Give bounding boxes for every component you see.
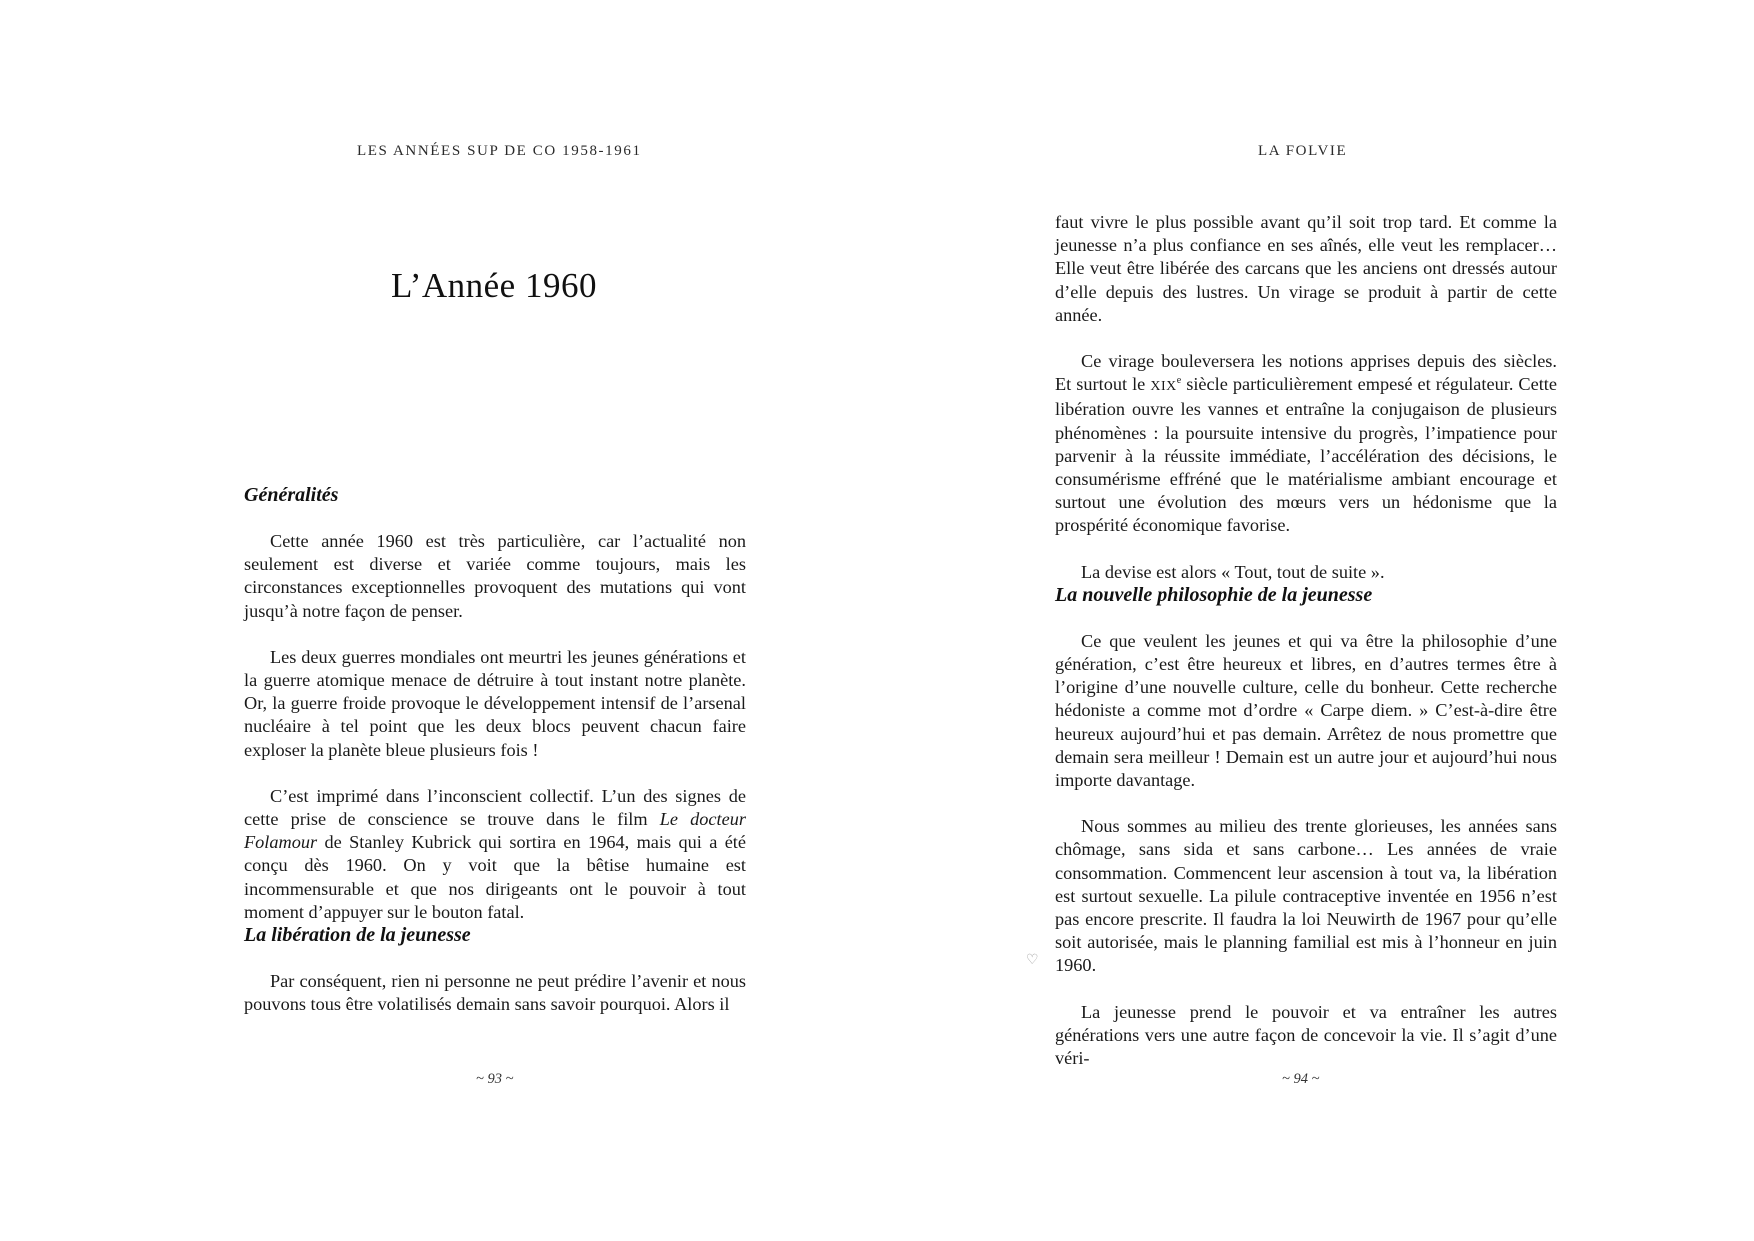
paragraph: Les deux guerres mondiales ont meurtri les jeunes générations et la guerre atomique menace de détruire à tout instant notre planète. Or, la guerre froide provoque le développement intensif de l’arsenal nucléaire à tel point que les deux blocs peuvent chacun faire exploser la planète bleue plusieurs fois ! bbox=[244, 646, 746, 760]
century-numeral: XIX bbox=[1150, 379, 1177, 395]
running-head-right: LA FOLVIE bbox=[1258, 143, 1348, 159]
paragraph: La jeunesse prend le pouvoir et va entraîner les autres générations vers une autre façon de concevoir la vie. Il s’agit d’une véri- bbox=[1055, 1001, 1557, 1069]
paragraph bbox=[244, 785, 746, 924]
right-text-column bbox=[1055, 211, 1557, 1070]
paragraph-text: de Stanley Kubrick qui sortira en 1964, mais qui a été conçu dès 1960. On y voit que la bêtise humaine est incommensurable et que nos dirigeants ont le pouvoir à tout moment d’appuyer sur le bouton fatal. bbox=[244, 832, 746, 922]
page-number-right: ~ 94 ~ bbox=[1282, 1071, 1320, 1087]
paragraph: La devise est alors « Tout, tout de suite ». bbox=[1081, 561, 1385, 582]
paragraph: faut vivre le plus possible avant qu’il soit trop tard. Et comme la jeunesse n’a plus confiance en ses aînés, elle veut les remplacer… Elle veut être libérée des carcans que les anciens ont dressés autour d’elle depuis des lustres. Un virage se produit à partir de cette année. bbox=[1055, 212, 1557, 325]
century-superscript: e bbox=[1176, 375, 1182, 387]
chapter-title: L’Année 1960 bbox=[391, 266, 597, 305]
paragraph: Ce que veulent les jeunes et qui va être la philosophie d’une génération, c’est être heureux et libres, en d’autres termes être à l’origine d’une nouvelle culture, celle du bonheur. Cette recherche hédoniste a comme mot d’ordre « Carpe diem. » C’est-à-dire être heureux aujourd’hui et pas demain. Arrêtez de nous promettre que demain sera meilleur ! Demain est un autre jour et aujourd’hui nous importe davantage. bbox=[1055, 630, 1557, 791]
page-number-left: ~ 93 ~ bbox=[476, 1071, 514, 1087]
film-title: Le docteur Folamour bbox=[244, 809, 746, 853]
section-heading-philosophie: La nouvelle philosophie de la jeunesse bbox=[1055, 583, 1373, 606]
section-heading-liberation: La libération de la jeunesse bbox=[244, 924, 471, 947]
section-heading-generalites: Généralités bbox=[244, 484, 339, 506]
paragraph-text: siècle particulièrement empesé et régulateur. Cette libération ouvre les vannes et entraîne la conjugaison de plusieurs phénomènes : la poursuite intensive du progrès, l’impatience pour parvenir à la réussite immédiate, l’accélération des décisions, le consumérisme effréné que le matérialisme ambiant encourage et surtout une évolution des mœurs vers un hédonisme que la prospérité économique favorise. bbox=[1055, 374, 1558, 536]
paragraph: Cette année 1960 est très particulière, car l’actualité non seulement est diverse et variée comme toujours, mais les circonstances exceptionnelles provoquent des mutations qui vont jusqu’à notre façon de penser. bbox=[244, 531, 746, 621]
paragraph-text: Ce virage bouleversera les notions apprises depuis des siècles. Et surtout le bbox=[1055, 351, 1557, 395]
paragraph-text: C’est imprimé dans l’inconscient collectif. L’un des signes de cette prise de conscience se trouve dans le film bbox=[244, 785, 746, 830]
right-page bbox=[877, 0, 1754, 1241]
margin-heart-icon: ♡ bbox=[1026, 952, 1039, 968]
running-head-left: LES ANNÉES SUP DE CO 1958-1961 bbox=[357, 143, 642, 159]
left-text-column bbox=[244, 484, 746, 1016]
paragraph: Par conséquent, rien ni personne ne peut prédire l’avenir et nous pouvons tous être volatilisés demain sans savoir pourquoi. Alors il bbox=[244, 971, 746, 1015]
paragraph bbox=[1055, 350, 1557, 538]
paragraph: Nous sommes au milieu des trente glorieuses, les années sans chômage, sans sida et sans carbone… Les années de vraie consommation. Commencent leur ascension à tout va, la libération est surtout sexuelle. La pilule contraceptive inventée en 1956 n’est pas encore prescrite. Il faudra la loi Neuwirth de 1967 pour qu’elle soit autorisée, mais le planning familial est mis à l’honneur en juin 1960. bbox=[1055, 816, 1557, 976]
